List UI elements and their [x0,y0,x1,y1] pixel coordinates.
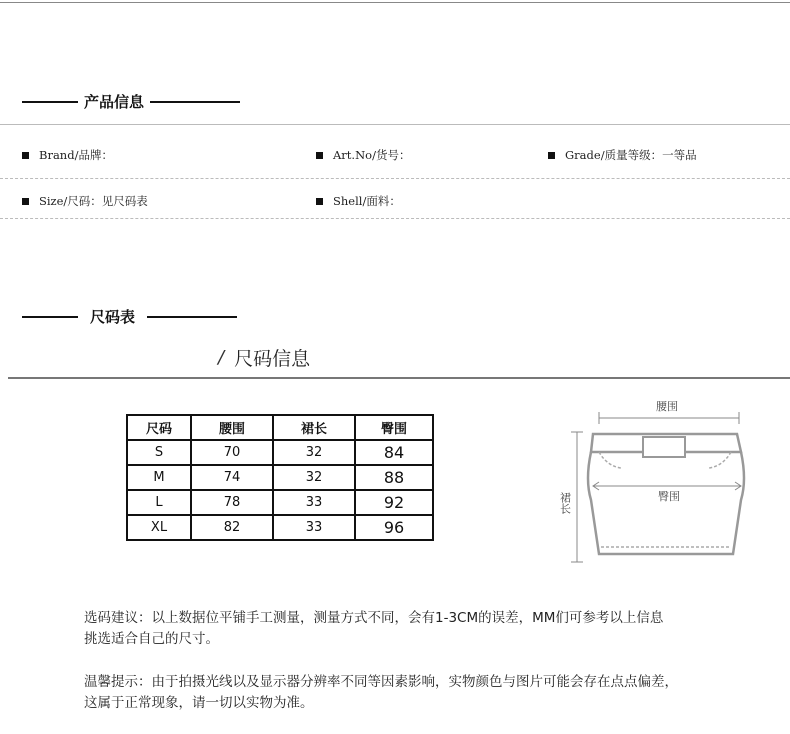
info-brand [22,147,113,163]
size-table [126,414,434,541]
info-divider-bottom [0,218,790,219]
table-row [127,440,433,465]
table-header-cell: 臀围 [355,415,433,440]
color-tip-line-1: 温馨提示：由于拍摄光线以及显示器分辨率不同等因素影响，实物颜色与图片可能会存在点点偏差， [84,674,678,690]
table-cell: M [127,465,191,490]
info-brand-label: Brand/品牌： [39,148,113,162]
table-cell: S [127,440,191,465]
table-row [127,490,433,515]
color-tip-line-2: 这属于正常现象，请一切以实物为准。 [84,695,314,711]
table-cell: L [127,490,191,515]
info-size-label: Size/尺码：见尺码表 [39,194,148,208]
slash-icon: / [218,347,225,368]
table-cell: XL [127,515,191,540]
size-suggestion-line-2: 挑选适合自己的尺寸。 [84,631,219,647]
table-cell: 92 [355,490,433,515]
table-cell: 82 [191,515,273,540]
table-row [127,465,433,490]
bullet-square-icon [316,152,323,159]
skirt-measurement-diagram [555,390,755,570]
table-cell: 32 [273,465,355,490]
table-cell: 78 [191,490,273,515]
table-cell: 74 [191,465,273,490]
table-header-cell: 尺码 [127,415,191,440]
info-divider-top [0,124,790,125]
table-cell: 96 [355,515,433,540]
waist-label: 腰围 [656,400,678,413]
hip-label: 臀围 [658,490,680,503]
table-cell: 84 [355,440,433,465]
table-row [127,515,433,540]
table-header-row [127,415,433,440]
product-info-heading [22,91,240,112]
info-shell-label: Shell/面料： [333,194,401,208]
size-info-divider [8,377,790,379]
size-info-title [218,344,310,371]
bullet-square-icon [22,152,29,159]
info-shell [316,193,401,209]
table-header-cell: 腰围 [191,415,273,440]
table-cell: 88 [355,465,433,490]
size-suggestion-line-1: 选码建议：以上数据位平铺手工测量，测量方式不同，会有1-3CM的误差，MM们可参考以上信息 [84,610,664,626]
table-header-cell: 裙长 [273,415,355,440]
table-cell: 70 [191,440,273,465]
size-info-title-text: 尺码信息 [234,348,311,370]
table-cell: 33 [273,490,355,515]
table-cell: 33 [273,515,355,540]
table-cell: 32 [273,440,355,465]
heading-line-right [147,316,237,318]
top-divider [0,2,790,3]
size-chart-heading-label: 尺码表 [90,308,136,326]
size-suggestion-note [84,608,663,650]
info-art-no [316,147,410,163]
info-art-no-label: Art.No/货号： [333,148,411,162]
bullet-square-icon [548,152,555,159]
info-grade [548,147,697,163]
heading-line-right [150,101,240,103]
length-label: 裙长 [558,492,572,514]
info-divider-middle [0,178,790,179]
color-tip-note [84,672,678,714]
size-chart-heading [22,306,237,327]
heading-line-left [22,101,78,103]
bullet-square-icon [22,198,29,205]
heading-line-left [22,316,78,318]
bullet-square-icon [316,198,323,205]
info-size [22,193,148,209]
product-info-heading-label: 产品信息 [84,93,145,111]
info-grade-label: Grade/质量等级：一等品 [565,148,697,162]
